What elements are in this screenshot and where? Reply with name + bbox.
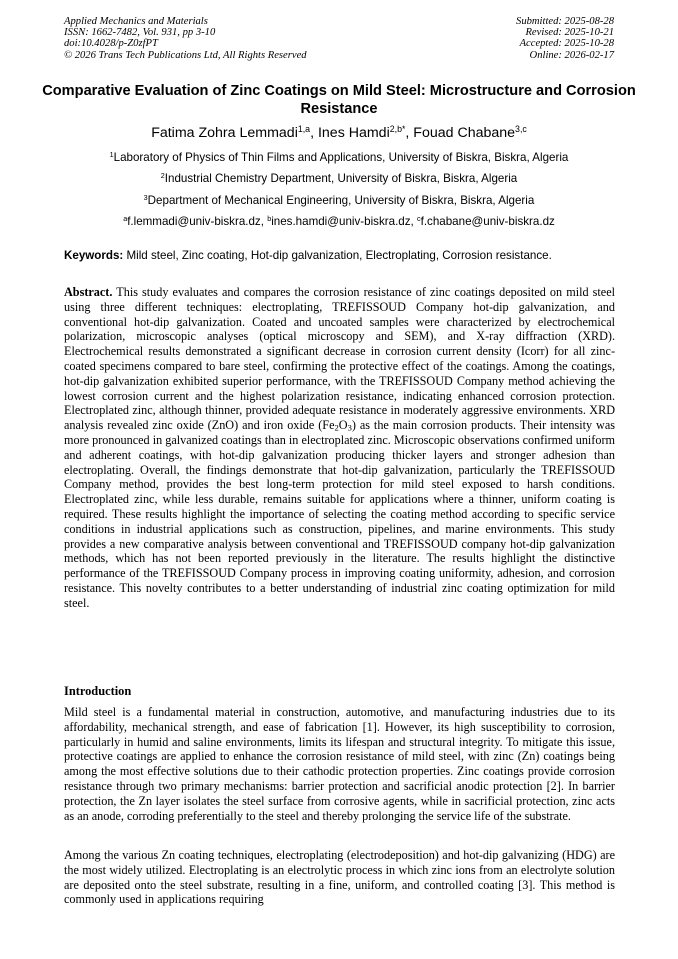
author-name: Fatima Zohra Lemmadi — [151, 125, 298, 141]
affiliation-text: Industrial Chemistry Department, University of Biskra, Biskra, Algeria — [164, 172, 518, 185]
subscript: 3 — [347, 422, 352, 433]
affiliation-2 — [20, 172, 658, 186]
revised-date: Revised: 2025-10-21 — [525, 27, 614, 39]
affiliation-sup: 1 — [109, 150, 114, 160]
affiliation-text: Department of Mechanical Engineering, University of Biskra, Biskra, Algeria — [147, 194, 535, 207]
email-list — [20, 215, 658, 229]
author-sup: 2,b* — [389, 124, 406, 135]
abstract-text: O — [338, 418, 348, 433]
online-date: Online: 2026-02-17 — [529, 49, 614, 61]
keywords-line — [64, 249, 624, 263]
paper-title: Comparative Evaluation of Zinc Coatings on Mild Steel: Microstructure and Corrosion Resistance — [42, 83, 636, 117]
abstract-text: ) as the main corrosion products. Their intensity was more pronounced in galvanized coatings than in electroplated zinc. Microscopic observations confirmed uniform and adherent coatings, with hot-dip galvanization producing thicker layers and stronger adhesion than electroplating. Overall, the findings demonstrate that hot-dip galvanization, particularly the TREFISSOUD Company method, provides the best long-term protection for mild steel exposed to harsh conditions. Electroplated zinc, while less durable, remains suitable for applications where a thinner, uniform coating is required. These results highlight the importance of selecting the coating method according to specific service conditions in industrial applications such as construction, pipelines, and marine environments. This study provides a new comparative analysis between conventional and TREFISSOUD company hot-dip galvanization methods, which has not been reported previously in the literature. The results highlight the distinctive performance of the TREFISSOUD Company process in improving coating uniformity, adhesion, and corrosion resistance. This novelty contributes to a better understanding of industrial zinc coating optimization for mild steel. — [64, 418, 616, 610]
accepted-date: Accepted: 2025-10-28 — [519, 38, 614, 50]
submitted-date: Submitted: 2025-08-28 — [516, 16, 614, 27]
affiliation-sup: 3 — [143, 193, 148, 203]
email-link[interactable]: f.lemmadi@univ-biskra.dz, — [127, 215, 268, 228]
author-sup: 1,a — [297, 124, 311, 135]
doi-line: doi:10.4028/p-Z0zfPT — [64, 38, 158, 50]
author-list — [30, 124, 648, 142]
affiliation-1 — [20, 151, 658, 165]
copyright-line: © 2026 Trans Tech Publications Ltd, All Rights Reserved — [64, 49, 307, 61]
body-paragraph: Mild steel is a fundamental material in construction, automotive, and manufacturing industries due to its affordability, mechanical strength, and ease of fabrication [1]. However, its high susceptibility to corrosion, particularly in humid and saline environments, limits its lifespan and structural integrity. To mitigate this issue, protective coatings are applied to enhance the corrosion resistance of mild steel, with zinc (Zn) coatings being among the most effective solutions due to their cathodic protection properties. Zinc coatings provide corrosion resistance through two primary mechanisms: barrier protection and sacrificial anodic protection [2]. In barrier protection, the Zn layer isolates the steel surface from corrosive agents, while in sacrificial protection, zinc acts as an anode, corroding preferentially to the steel and thereby prolonging the service life of the substrate. — [64, 705, 615, 823]
journal-header — [64, 16, 307, 61]
email-link[interactable]: ines.hamdi@univ-biskra.dz, — [271, 215, 417, 228]
issn-line: ISSN: 1662-7482, Vol. 931, pp 3-10 — [64, 27, 216, 39]
body-paragraph: Among the various Zn coating techniques, electroplating (electrodeposition) and hot-dip galvanizing (HDG) are the most widely utilized. Electroplating is an electrolytic process in which zinc ions from an electrolyte solution are deposited onto the steel substrate, resulting in a fine, uniform, and controlled coating [3]. This method is commonly used in applications requiring — [64, 848, 615, 907]
keywords-label: Keywords: — [64, 249, 124, 262]
affiliation-3 — [20, 194, 658, 208]
subscript: 2 — [334, 422, 339, 433]
author-name: Ines Hamdi — [317, 125, 390, 141]
abstract-text: This study evaluates and compares the corrosion resistance of zinc coatings deposited on mild steel using three different techniques: electroplating, TREFISSOUD Company hot-dip galvanization, and conventional hot-dip galvanization. Coated and uncoated samples were characterized by electrochemical polarization, microscopic analyses (optical microscopy and SEM), and X-ray diffraction (XRD). Electrochemical results demonstrated a significant decrease in corrosion current density (Icorr) for all zinc-coated specimens compared to bare steel, confirming the protective effect of the coatings. Among the coatings, hot-dip galvanization exhibited superior performance, with the TREFISSOUD Company method achieving the lowest corrosion current and the highest polarization resistance, indicating enhanced corrosion protection. Electroplated zinc, although thinner, provided adequate resistance in moderately aggressive environments. XRD analysis revealed zinc oxide (ZnO) and iron oxide (Fe — [64, 285, 615, 433]
email-sup: c — [417, 214, 421, 224]
affiliation-text: Laboratory of Physics of Thin Films and Applications, University of Biskra, Biskra, Algeria — [113, 151, 569, 164]
section-heading: Introduction — [64, 684, 132, 698]
journal-name: Applied Mechanics and Materials — [64, 16, 208, 27]
affiliation-sup: 2 — [160, 171, 165, 181]
abstract-label: Abstract. — [64, 285, 113, 299]
author-sep: , — [310, 125, 318, 141]
dates-header — [516, 16, 614, 61]
abstract-paragraph — [64, 285, 615, 611]
author-name: Fouad Chabane — [413, 125, 516, 141]
email-sup: b — [267, 214, 272, 224]
email-sup: a — [123, 214, 128, 224]
keywords-text: Mild steel, Zinc coating, Hot-dip galvanization, Electroplating, Corrosion resistance. — [123, 249, 552, 262]
author-sup: 3,c — [515, 124, 527, 135]
author-sep: , — [405, 125, 414, 141]
email-link[interactable]: f.chabane@univ-biskra.dz — [420, 215, 555, 228]
